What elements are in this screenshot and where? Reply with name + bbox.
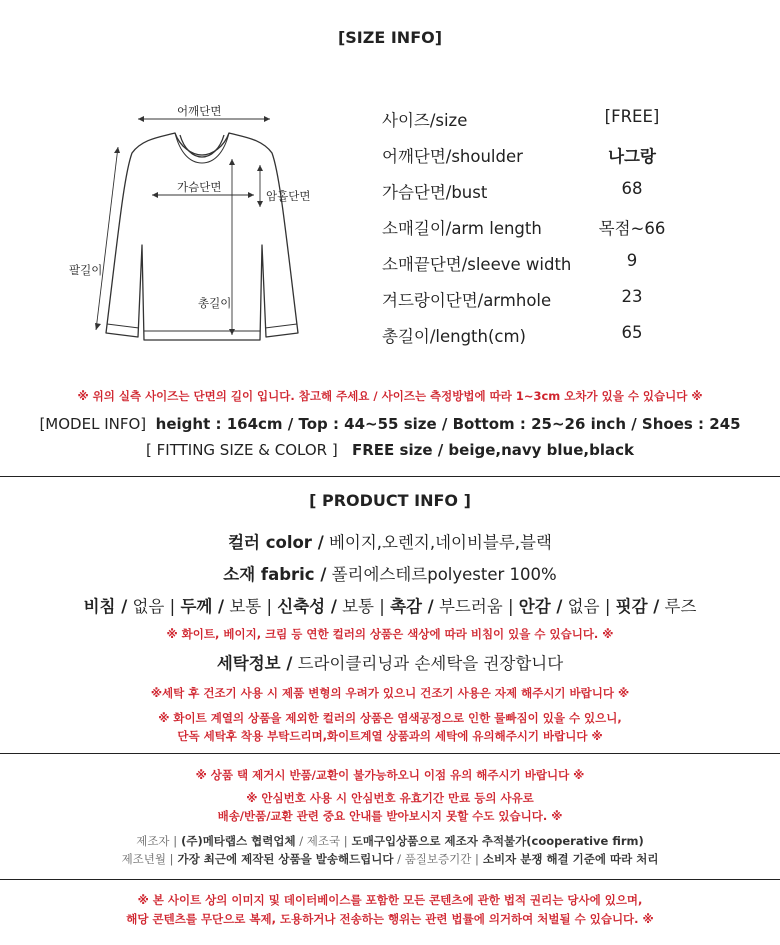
size-row-bust xyxy=(382,179,682,209)
prop-value: 부드러움 xyxy=(433,597,508,616)
size-row-label: 사이즈/size xyxy=(382,111,468,130)
prop-value: 없음 xyxy=(127,597,170,616)
fabric-value: 폴리에스테르polyester 100% xyxy=(326,565,557,584)
size-row-value: 나그랑 xyxy=(608,147,656,166)
size-row-label: 소매끝단면/sleeve width xyxy=(382,255,572,274)
fitting-info-line xyxy=(0,441,780,459)
size-row-label: 총길이/length(cm) xyxy=(382,327,526,346)
size-row-value: 68 xyxy=(621,179,643,198)
dye-notice-line-2: 단독 세탁후 착용 부탁드리며,화이트계열 상품과의 세탁에 유의해주시기 바랍니다 ※ xyxy=(177,729,603,743)
garment-diagram xyxy=(60,95,360,355)
diagram-bust-label: 가슴단면 xyxy=(177,180,222,194)
size-row-shoulder xyxy=(382,143,682,173)
maker-value: (주)메타랩스 협력업체 xyxy=(177,834,296,848)
size-row-armhole xyxy=(382,287,682,317)
size-row-size xyxy=(382,107,682,137)
size-row-value: 23 xyxy=(621,287,643,306)
dryer-notice: ※세탁 후 건조기 사용 시 제품 변형의 우려가 있으니 건조기 사용은 자제 해주시기 바랍니다 ※ xyxy=(150,686,630,700)
size-row-value: [FREE] xyxy=(604,107,660,126)
date-value: 가장 최근에 제작된 상품을 발송해드립니다 xyxy=(173,852,394,866)
size-row-label: 가슴단면/bust xyxy=(382,183,488,202)
prop-value: 루즈 xyxy=(659,597,697,616)
date-label: 제조년월 | xyxy=(121,852,174,866)
product-fabric-line xyxy=(0,561,780,585)
safe-number-notice-1: ※ 안심번호 사용 시 안심번호 유효기간 만료 등의 사유로 xyxy=(246,791,534,805)
divider xyxy=(0,753,780,754)
product-props-line: 비침 / 없음 | 두께 / 보통 | 신축성 / 보통 | 촉감 / 부드러움 | 안감 / 없음 | 핏감 / 루즈 xyxy=(83,597,697,616)
copyright-line-2: 해당 콘텐츠를 무단으로 복제, 도용하거나 전송하는 행위는 관련 법률에 의거하여 처벌될 수 있습니다. ※ xyxy=(126,912,654,926)
safe-number-notice-2: 배송/반품/교환 관련 중요 안내를 받아보시지 못할 수도 있습니다. ※ xyxy=(217,809,563,823)
warranty-value: 소비자 분쟁 해결 기준에 따라 처리 xyxy=(478,852,659,866)
size-row-value: 9 xyxy=(626,251,638,270)
wash-info-line xyxy=(0,650,780,674)
wash-value: 드라이클리닝과 손세탁을 권장합니다 xyxy=(292,654,564,673)
sheer-notice: ※ 화이트, 베이지, 크림 등 연한 컬러의 상품은 색상에 따라 비침이 있을 수 있습니다. ※ xyxy=(166,627,614,641)
size-row-length xyxy=(382,323,682,353)
product-info-title: [ PRODUCT INFO ] xyxy=(309,491,471,510)
size-row-sleeve-width xyxy=(382,251,682,281)
prop-key: 안감 / xyxy=(518,597,563,616)
country-value: 도매구입상품으로 제조자 추적불가(cooperative firm) xyxy=(347,834,644,848)
diagram-armhole-label: 암홀단면 xyxy=(266,189,311,203)
prop-value: 없음 xyxy=(562,597,605,616)
maker-label: 제조자 | xyxy=(136,834,178,848)
size-row-value: 목점~66 xyxy=(598,219,666,238)
model-info-text: height : 164cm / Top : 44~55 size / Bottom : 25~26 inch / Shoes : 245 xyxy=(155,415,741,433)
diagram-shoulder-label: 어깨단면 xyxy=(177,104,222,118)
size-row-arm-length xyxy=(382,215,682,245)
size-notice: ※ 위의 실측 사이즈는 단면의 길이 입니다. 참고해 주세요 / 사이즈는 측정방법에 따라 1~3cm 오차가 있을 수 있습니다 ※ xyxy=(77,389,703,403)
prop-key: 핏감 / xyxy=(615,597,660,616)
dye-notice-line-1: ※ 화이트 계열의 상품을 제외한 컬러의 상품은 염색공정으로 인한 물빠짐이 있을 수 있으니, xyxy=(158,711,622,725)
tshirt-outline-icon xyxy=(60,95,360,355)
size-row-value: 65 xyxy=(621,323,643,342)
color-value: 베이지,오렌지,네이비블루,블랙 xyxy=(323,533,552,552)
warranty-label: / 품질보증기간 | xyxy=(393,852,479,866)
size-row-label: 어깨단면/shoulder xyxy=(382,147,523,166)
prop-value: 보통 xyxy=(336,597,380,616)
prop-key: 신축성 / xyxy=(277,597,337,616)
prop-key: 촉감 / xyxy=(390,597,434,616)
prop-key: 두께 / xyxy=(180,597,225,616)
size-info-title: [SIZE INFO] xyxy=(337,28,443,47)
copyright-line-1: ※ 본 사이트 상의 이미지 및 데이터베이스를 포함한 모든 콘텐츠에 관한 법적 권리는 당사에 있으며, xyxy=(137,893,643,907)
prop-value: 보통 xyxy=(224,597,267,616)
model-info-line xyxy=(0,415,780,433)
size-row-label: 겨드랑이단면/armhole xyxy=(382,291,552,310)
date-line xyxy=(0,851,780,867)
fitting-text: FREE size / beige,navy blue,black xyxy=(352,441,634,459)
prop-key: 비침 / xyxy=(83,597,128,616)
diagram-arm-label: 팔길이 xyxy=(69,263,103,277)
divider xyxy=(0,879,780,880)
maker-line xyxy=(0,833,780,849)
fabric-label: 소재 fabric / xyxy=(223,565,327,584)
diagram-length-label: 총길이 xyxy=(198,296,232,310)
divider xyxy=(0,476,780,477)
country-label: / 제조국 | xyxy=(295,834,348,848)
size-row-label: 소매길이/arm length xyxy=(382,219,542,238)
model-info-label: [MODEL INFO] xyxy=(39,415,147,433)
fitting-label: [ FITTING SIZE & COLOR ] xyxy=(146,441,338,459)
tag-notice: ※ 상품 택 제거시 반품/교환이 불가능하오니 이점 유의 해주시기 바랍니다 ※ xyxy=(195,768,585,782)
color-label: 컬러 color / xyxy=(228,533,324,552)
product-color-line xyxy=(0,529,780,553)
wash-label: 세탁정보 / xyxy=(216,654,293,673)
